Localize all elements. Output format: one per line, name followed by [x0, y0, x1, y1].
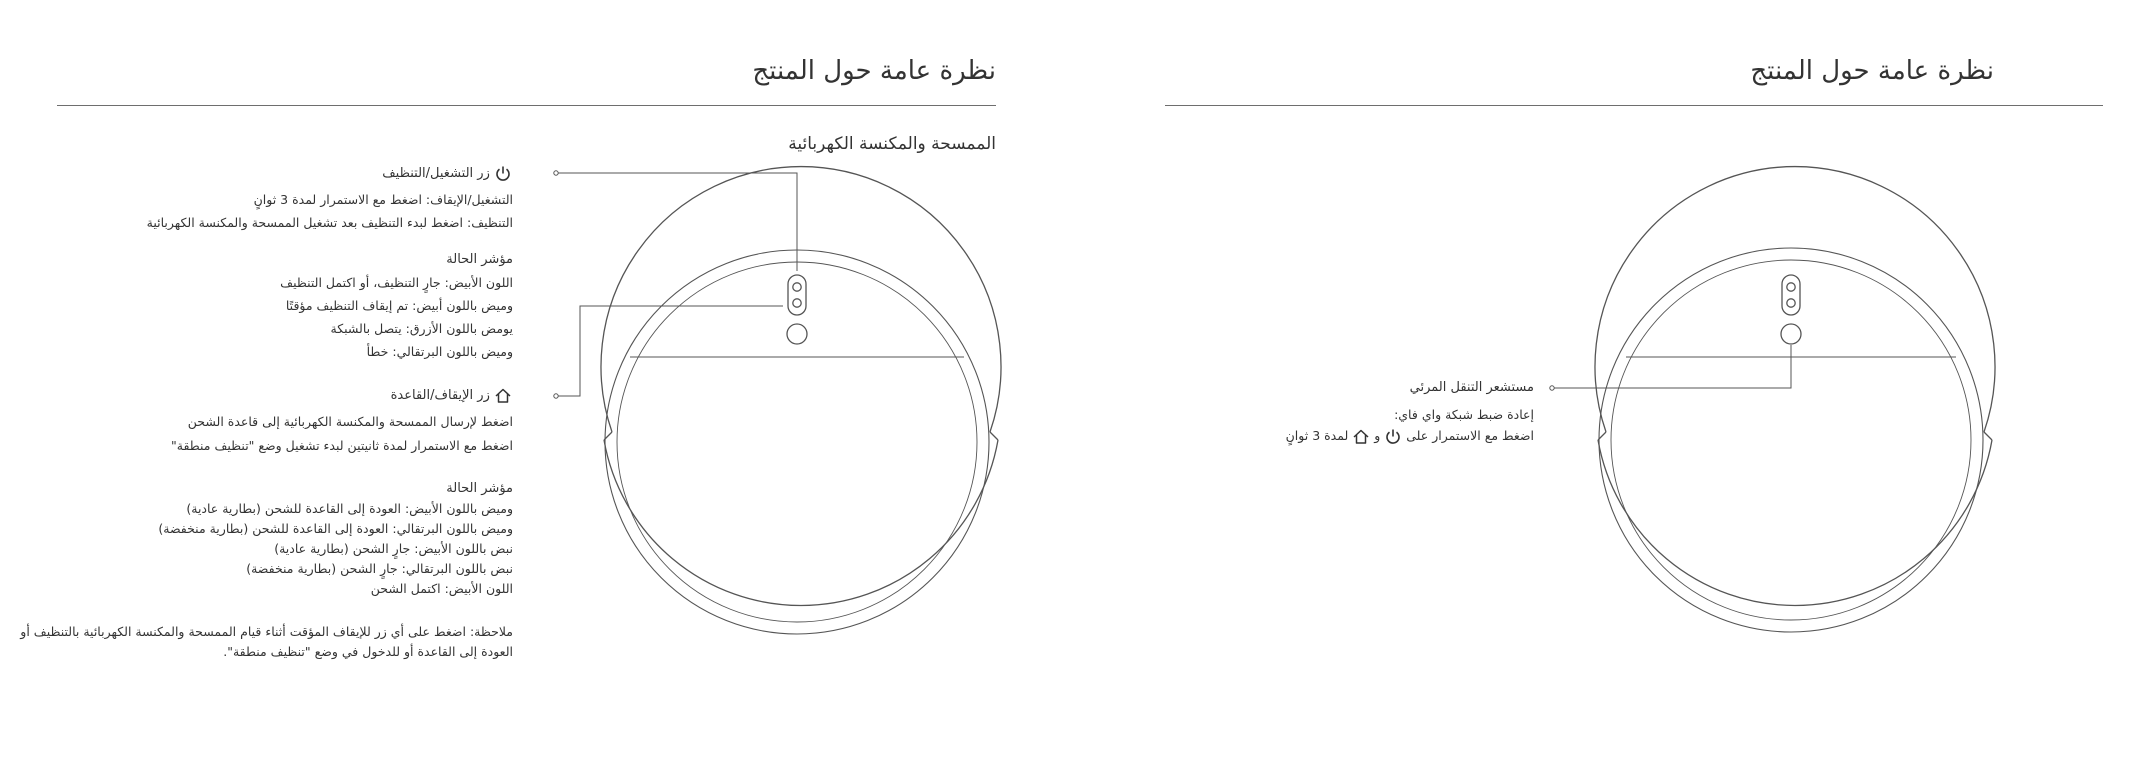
status-2-line: وميض باللون الأبيض: العودة إلى القاعدة للشحن (بطارية عادية) — [186, 501, 513, 516]
wifi-reset-duration: لمدة 3 ثوانٍ — [1285, 428, 1349, 443]
left-robot-illustration — [601, 167, 1001, 634]
power-button-label: زر التشغيل/التنظيف — [382, 166, 490, 181]
wifi-reset-press: اضغط مع الاستمرار على — [1406, 428, 1534, 443]
status-indicator-2-heading: مؤشر الحالة — [446, 481, 513, 496]
dock-button-label: زر الإيقاف/القاعدة — [390, 388, 490, 403]
status-2-line: نبض باللون الأبيض: جارٍ الشحن (بطارية عادية) — [274, 541, 513, 556]
right-control-pill — [1782, 275, 1800, 315]
power-line-clean: التنظيف: اضغط لبدء التنظيف بعد تشغيل الممسحة والمكنسة الكهربائية — [146, 215, 513, 230]
status-indicator-1 — [280, 250, 513, 362]
power-button-label-row — [382, 164, 512, 184]
power-icon — [1384, 428, 1402, 446]
status-2-line: اللون الأبيض: اكتمل الشحن — [370, 581, 513, 596]
note-line-2: العودة إلى القاعدة أو للدخول في وضع "تنظيف منطقة". — [223, 644, 513, 659]
wifi-reset-instruction — [1286, 426, 1534, 446]
right-robot-illustration — [1595, 167, 1995, 632]
right-page-title: نظرة عامة حول المنتج — [1750, 56, 1994, 86]
wifi-reset-block — [1286, 405, 1534, 446]
status-2-line: نبض باللون البرتقالي: جارٍ الشحن (بطارية منخفضة) — [246, 561, 513, 576]
power-button-description — [147, 190, 513, 233]
status-1-line: يومض باللون الأزرق: يتصل بالشبكة — [330, 321, 513, 336]
note — [20, 622, 513, 662]
status-1-line: وميض باللون البرتقالي: خطأ — [366, 344, 513, 359]
home-dock-icon — [494, 387, 512, 405]
power-icon — [494, 165, 512, 183]
left-page-title: نظرة عامة حول المنتج — [752, 56, 996, 86]
right-leader-line — [1550, 345, 1791, 390]
status-1-line: وميض باللون أبيض: تم إيقاف التنظيف مؤقتًا — [285, 298, 513, 313]
left-dock-button-dot — [793, 299, 801, 307]
wifi-reset-heading: إعادة ضبط شبكة واي فاي: — [1394, 407, 1534, 422]
dock-line-send: اضغط لإرسال الممسحة والمكنسة الكهربائية إلى قاعدة الشحن — [187, 414, 513, 429]
power-line-onoff: التشغيل/الإيقاف: اضغط مع الاستمرار لمدة 3 ثوانٍ — [253, 192, 513, 207]
left-power-button-dot — [793, 283, 801, 291]
section-title: الممسحة والمكنسة الكهربائية — [788, 134, 996, 154]
status-indicator-1-heading: مؤشر الحالة — [446, 252, 513, 267]
left-control-pill — [788, 275, 806, 315]
dock-button-label-row — [391, 386, 512, 406]
right-sensor-circle — [1781, 324, 1801, 344]
visual-navigation-sensor-label: مستشعر التنقل المرئي — [1409, 380, 1534, 395]
wifi-reset-and: و — [1374, 428, 1381, 443]
home-dock-icon — [1352, 428, 1370, 446]
note-line-1: ملاحظة: اضغط على أي زر للإيقاف المؤقت أثناء قيام الممسحة والمكنسة الكهربائية بالتنظيف أو — [20, 624, 513, 639]
left-sensor-circle — [787, 324, 807, 344]
dock-button-description — [171, 412, 513, 456]
left-leader-lines — [554, 171, 797, 398]
left-title-divider — [57, 105, 996, 106]
status-indicator-2 — [158, 479, 513, 599]
right-title-divider — [1165, 105, 2103, 106]
dock-line-spot: اضغط مع الاستمرار لمدة ثانيتين لبدء تشغيل وضع "تنظيف منطقة" — [171, 438, 513, 453]
status-2-line: وميض باللون البرتقالي: العودة إلى القاعدة للشحن (بطارية منخفضة) — [158, 521, 513, 536]
status-1-line: اللون الأبيض: جارٍ التنظيف، أو اكتمل التنظيف — [280, 275, 513, 290]
